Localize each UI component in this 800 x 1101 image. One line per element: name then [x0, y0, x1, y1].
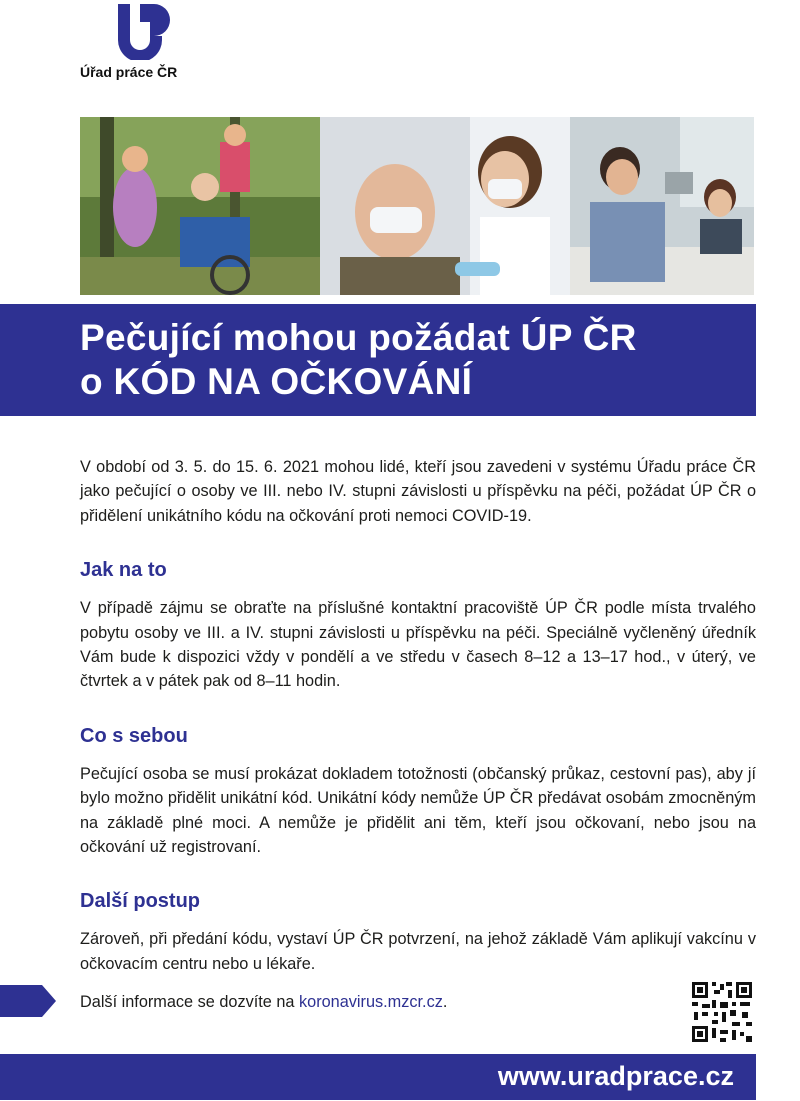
logo-text: Úřad práce ČR — [80, 64, 178, 80]
photo-strip — [80, 117, 754, 295]
qr-code-icon[interactable] — [690, 980, 754, 1044]
koronavirus-link[interactable]: koronavirus.mzcr.cz — [299, 993, 443, 1012]
section-heading-co-s-sebou: Co s sebou — [80, 724, 188, 747]
up-logo-icon — [110, 0, 180, 60]
page-title — [80, 316, 637, 404]
section-text-dalsi-postup: Zároveň, při předání kódu, vystaví ÚP ČR potvrzení, na jehož základě Vám aplikují vakcínu v očkovacím centru nebo u lékaře. — [80, 930, 756, 973]
section-heading-jak-na-to: Jak na to — [80, 559, 167, 582]
vaccination-photo — [320, 117, 570, 295]
more-info-prefix: Další informace se dozvíte na — [80, 993, 299, 1012]
more-info-suffix: . — [442, 993, 448, 1012]
footer-bar — [0, 1054, 756, 1100]
title-line-2: o KÓD NA OČKOVÁNÍ — [80, 361, 473, 402]
up-cr-logo — [80, 0, 220, 90]
family-wheelchair-photo — [80, 117, 320, 295]
section-heading-dalsi-postup: Další postup — [80, 890, 201, 913]
intro-paragraph: V období od 3. 5. do 15. 6. 2021 mohou lidé, kteří jsou zavedeni v systému Úřadu práce ČR jako pečující o osoby ve III. nebo IV. stupni závislosti u příspěvku na péči, požádat ÚP ČR o přidělení unikátního kódu na očkování proti nemoci COVID-19. — [80, 458, 756, 525]
title-banner — [0, 304, 756, 416]
section-text-co-s-sebou: Pečující osoba se musí prokázat dokladem totožnosti (občanský průkaz, cestovní pas), aby jí bylo možno přidělit unikátní kód. Unikátní kódy nemůže ÚP ČR předávat osobám zmocněným na základě plné moci. A nemůže je přidělit ani těm, kteří jsou očkovaní, nebo jsou na očkování už registrovaní. — [80, 764, 756, 857]
section-text-jak-na-to: V případě zájmu se obraťte na příslušné kontaktní pracoviště ÚP ČR podle místa trvalého pobytu osoby ve III. a IV. stupni závislosti u příspěvku na péči. Speciálně vyčleněný úředník Vám bude k dispozici vždy v pondělí a ve středu v časech 8–12 a 13–17 hod., v úterý, ve čtvrtek a v pátek pak od 8–11 hodin. — [80, 599, 756, 691]
office-desk-photo — [570, 117, 754, 295]
footer-url[interactable]: www.uradprace.cz — [497, 1061, 734, 1091]
title-line-1: Pečující mohou požádat ÚP ČR — [80, 317, 637, 358]
arrow-marker-icon — [0, 985, 56, 1017]
more-info-line — [80, 990, 756, 1014]
main-content — [80, 455, 756, 1015]
